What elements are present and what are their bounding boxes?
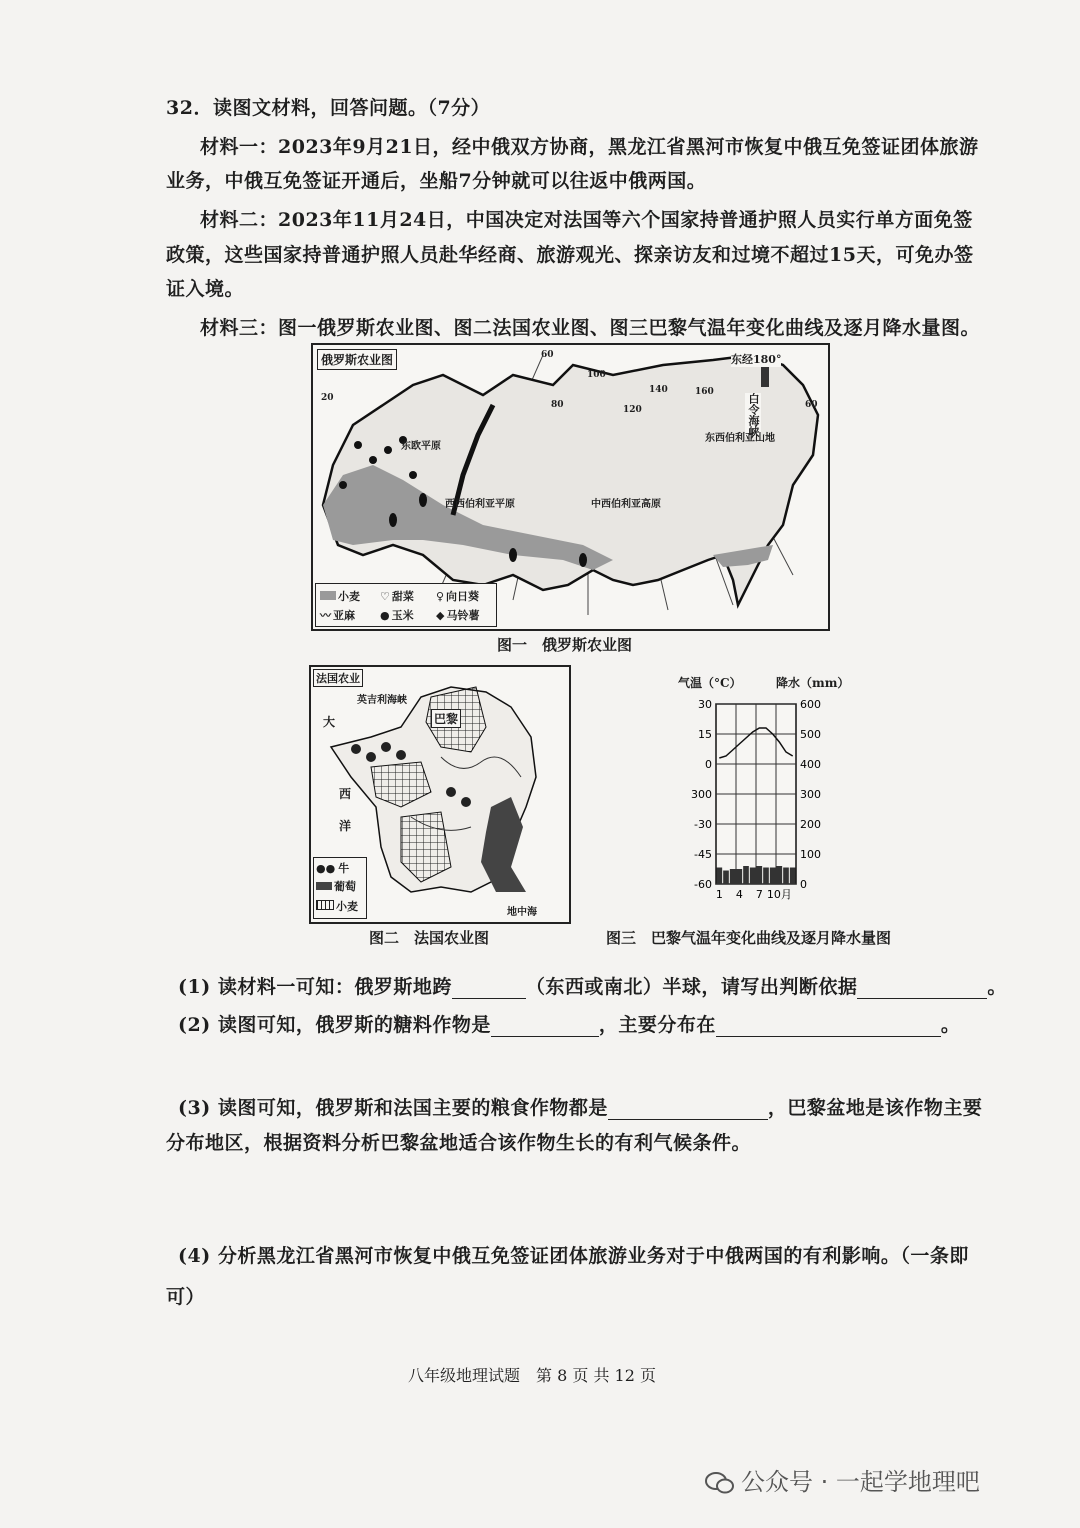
precip-bar [730, 869, 736, 884]
month-tick-label: 4 [735, 888, 743, 901]
fig1-legend [315, 583, 497, 627]
russia-agriculture-map [311, 343, 830, 631]
legend-cattle: ●● 牛 [316, 862, 350, 875]
precip-bar [723, 871, 729, 885]
temp-tick-label: 15 [698, 728, 712, 741]
label-paris: 巴黎 [431, 709, 461, 728]
page-footer: 八年级地理试题 第 8 页 共 12 页 [408, 1366, 656, 1385]
wechat-icon [705, 1471, 735, 1495]
paris-climate-chart [676, 672, 850, 902]
month-tick-label: 7 [755, 888, 763, 901]
precip-bar [763, 868, 769, 885]
legend-flax: 〰 亚麻 [320, 609, 355, 622]
legend-wheat: 小麦 [320, 588, 360, 604]
lon-label-160: 160 [695, 387, 714, 397]
label-atlantic-3: 洋 [339, 819, 352, 833]
label-west-siberian-plain: 西西伯利亚平原 [445, 499, 515, 510]
month-tick-label: 1 [715, 888, 723, 901]
precip-tick-label: 300 [800, 788, 821, 801]
legend-potato: ◆ 马铃薯 [436, 609, 480, 622]
material2-line1: 材料二：2023年11月24日，中国决定对法国等六个国家持普通护照人员实行单方面免签 [200, 209, 973, 231]
lon-label-140: 140 [649, 385, 668, 395]
material1-line1: 材料一：2023年9月21日，经中俄双方协商，黑龙江省黑河市恢复中俄互免签证团体旅游 [200, 136, 979, 158]
precip-bar [783, 868, 789, 885]
material2-line3: 证入境。 [166, 278, 245, 300]
legend-sunflower: ♀ 向日葵 [436, 590, 480, 603]
label-central-siberian-plateau: 中西伯利亚高原 [591, 499, 661, 510]
temp-tick-label: -60 [694, 878, 712, 891]
fig2-title: 法国农业 [313, 669, 363, 687]
question-2: (2) 读图可知，俄罗斯的糖料作物是 ，主要分布在 。 [178, 1014, 961, 1036]
label-atlantic-1: 大 [323, 715, 336, 729]
fig2-caption: 图二 法国农业图 [369, 929, 490, 947]
precip-bar [750, 868, 756, 885]
precip-tick-label: 400 [800, 758, 821, 771]
label-east-longitude-180: 东经180° [731, 353, 782, 366]
wechat-watermark: 公众号 · 一起学地理吧 [705, 1462, 980, 1497]
lon-label-120: 120 [623, 405, 642, 415]
label-bering-strait: 白令海峡 [747, 393, 760, 437]
precip-bar [770, 868, 776, 885]
question-header: 32．读图文材料，回答问题。（7分） [166, 97, 491, 119]
q1-blank-hemisphere[interactable] [452, 980, 526, 999]
temp-tick-label: -30 [694, 818, 712, 831]
question-1: (1) 读材料一可知：俄罗斯地跨 （东西或南北）半球，请写出判断依据 。 [178, 976, 1007, 998]
question-4-line2: 可） [166, 1286, 206, 1308]
label-atlantic-2: 西 [339, 787, 352, 801]
q2-blank-crop[interactable] [491, 1018, 599, 1037]
lat-label-60: 60 [805, 400, 818, 410]
question-3: (3) 读图可知，俄罗斯和法国主要的粮食作物都是 ，巴黎盆地是该作物主要 [178, 1097, 983, 1119]
precip-bar [790, 868, 796, 885]
precip-tick-label: 200 [800, 818, 821, 831]
q2-blank-region[interactable] [716, 1018, 941, 1037]
label-english-channel: 英吉利海峡 [357, 695, 407, 706]
label-east-european-plain: 东欧平原 [401, 441, 441, 452]
temp-tick-label: 300 [691, 788, 712, 801]
precip-bar [737, 869, 743, 884]
material2-line2: 政策，这些国家持普通护照人员赴华经商、旅游观光、探亲访友和过境不超过15天，可免办签 [166, 244, 974, 266]
lon-label-20: 20 [321, 393, 334, 403]
material1-line2: 业务，中俄互免签证开通后，坐船7分钟就可以往返中俄两国。 [166, 170, 707, 192]
precip-bar [717, 868, 723, 885]
fig1-caption: 图一 俄罗斯农业图 [497, 636, 633, 654]
question-4: (4) 分析黑龙江省黑河市恢复中俄互免签证团体旅游业务对于中俄两国的有利影响。（一条即 [178, 1245, 969, 1267]
precip-bar [743, 866, 749, 884]
france-agriculture-map [309, 665, 571, 924]
precip-bar [757, 866, 763, 884]
lon-label-80: 80 [551, 400, 564, 410]
q3-blank-grain[interactable] [608, 1101, 768, 1120]
temp-tick-label: 0 [705, 758, 712, 771]
legend-sugar-beet: ♡ 甜菜 [380, 590, 414, 603]
lon-label-60: 60 [541, 350, 554, 360]
legend-wheat-france: 小麦 [316, 898, 358, 914]
legend-grapes: 葡萄 [316, 878, 356, 894]
q1-blank-reason[interactable] [857, 980, 987, 999]
question-3-line2: 分布地区，根据资料分析巴黎盆地适合该作物生长的有利气候条件。 [166, 1132, 752, 1154]
temp-axis-label: 气温（°C） [678, 676, 742, 690]
precip-axis-label: 降水（mm） [776, 676, 850, 690]
legend-corn: ● 玉米 [380, 609, 414, 622]
material3: 材料三：图一俄罗斯农业图、图二法国农业图、图三巴黎气温年变化曲线及逐月降水量图。 [200, 317, 981, 339]
month-tick-label: 10月 [766, 888, 792, 901]
fig3-caption: 图三 巴黎气温年变化曲线及逐月降水量图 [606, 929, 892, 947]
precip-tick-label: 500 [800, 728, 821, 741]
precip-tick-label: 600 [800, 698, 821, 711]
precip-tick-label: 100 [800, 848, 821, 861]
temp-tick-label: -45 [694, 848, 712, 861]
fig1-title: 俄罗斯农业图 [317, 349, 397, 370]
fig2-legend [313, 857, 367, 919]
climate-chart-svg [676, 672, 846, 902]
lon-label-100: 100 [587, 370, 606, 380]
precip-tick-label: 0 [800, 878, 807, 891]
label-east-siberian-mountains: 东西伯利亚山地 [705, 433, 775, 444]
label-mediterranean: 地中海 [507, 907, 537, 918]
precip-bar [777, 866, 783, 884]
temp-tick-label: 30 [698, 698, 712, 711]
